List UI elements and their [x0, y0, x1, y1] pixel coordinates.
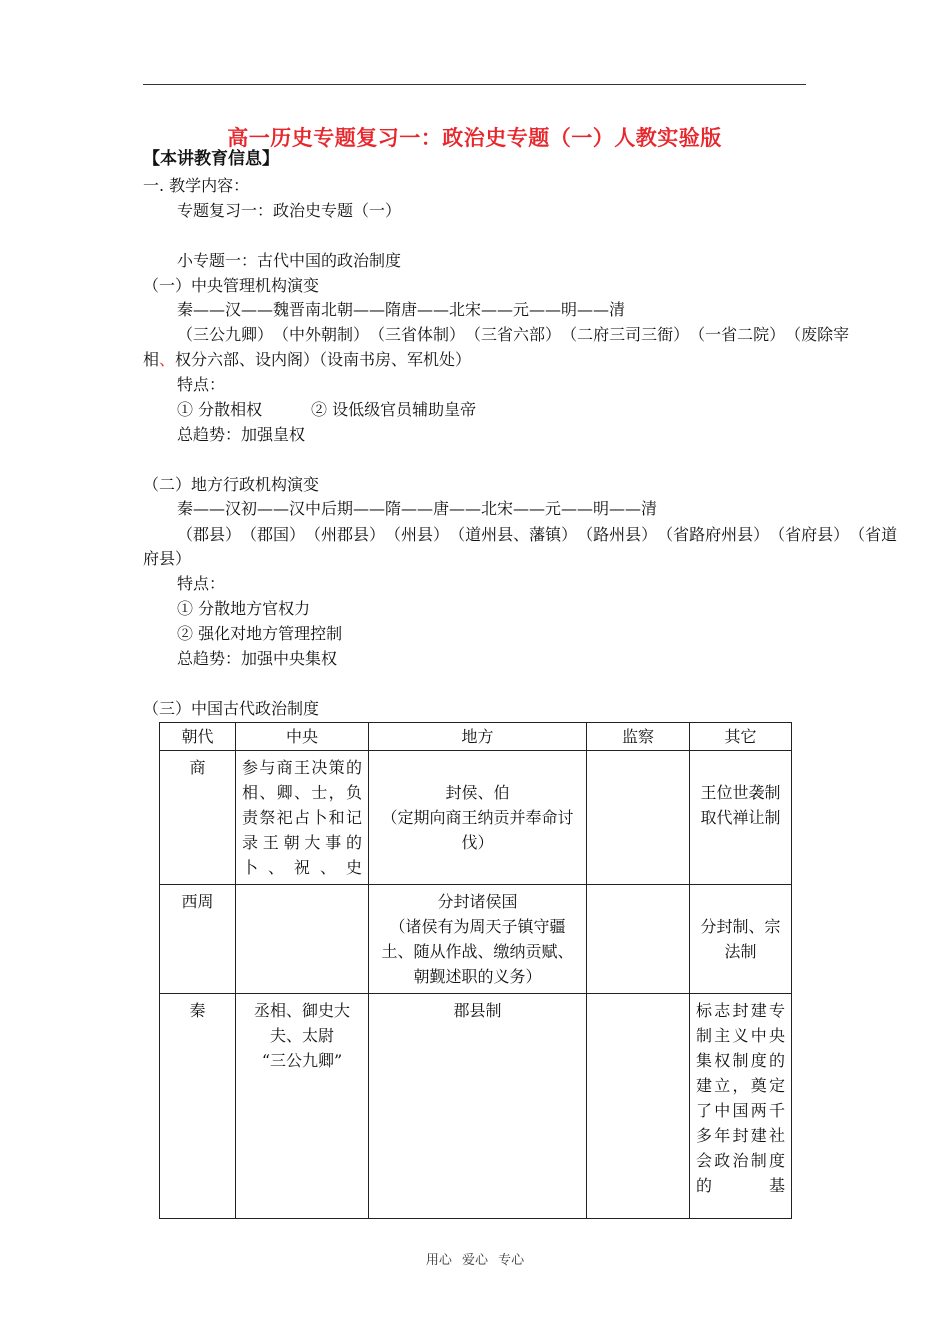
page-footer: 用心 爱心 专心 [425, 1253, 525, 1268]
cell-central-note: “三公九卿” [261, 1051, 343, 1070]
text-segment: 相 [143, 350, 160, 369]
text-segment: 权分六部、设内阁）（设南书房、军机处） [175, 350, 472, 369]
line-central-systems [177, 325, 850, 345]
trend-local: 总趋势：加强中央集权 [177, 649, 338, 668]
heading-political-systems: （三）中国古代政治制度 [143, 699, 320, 718]
local-system-item: （省府县） [769, 525, 850, 544]
table-row [160, 885, 792, 994]
cell-local-main: 郡县制 [453, 1001, 502, 1020]
feature-central-1: ① 分散相权 [177, 400, 263, 419]
cell-other: 王位世袭制取代禅让制 [690, 751, 792, 885]
line-local-systems [177, 525, 898, 545]
header-rule [143, 84, 806, 85]
central-system-item: （三公九卿） [177, 325, 274, 344]
trend-central: 总趋势：加强皇权 [177, 425, 306, 444]
cell-central-main: 丞相、御史大夫、太尉 [253, 1001, 350, 1045]
line-local-systems-cont: 府县） [143, 549, 192, 568]
local-system-item: （路州县） [577, 525, 658, 544]
page-title: 高一历史专题复习一：政治史专题（一）人教实验版 [227, 126, 722, 150]
cell-local-note: （诸侯有为周天子镇守疆土、随从作战、缴纳贡赋、朝觐述职的义务） [381, 917, 574, 986]
cell-supervision [587, 751, 690, 885]
cell-dynasty: 商 [160, 751, 236, 885]
political-systems-table [159, 722, 792, 1219]
table-row [160, 751, 792, 885]
local-system-item: （省路府州县） [657, 525, 770, 544]
cell-central: 参与商王决策的相、卿、士，负责祭祀占卜和记录王朝大事的卜、祝、史 [236, 751, 369, 885]
local-system-item: （省道 [849, 525, 898, 544]
cell-local [369, 751, 587, 885]
heading-central-admin: （一）中央管理机构演变 [143, 276, 320, 295]
header-dynasty: 朝代 [160, 723, 236, 751]
heading-local-admin: （二）地方行政机构演变 [143, 475, 320, 494]
header-supervision: 监察 [587, 723, 690, 751]
feature-local-2: ② 强化对地方管理控制 [177, 624, 343, 643]
cell-local-note: （定期向商王纳贡并奉命讨伐） [381, 808, 574, 852]
label-features-central: 特点： [177, 375, 226, 394]
central-system-item: （三省体制） [369, 325, 466, 344]
cell-other: 标志封建专制主义中央集权制度的建立，奠定了中国两千多年封建社会政治制度的基 [690, 994, 792, 1219]
cell-local [369, 994, 587, 1219]
line-dynasty-sequence-local: 秦——汉初——汉中后期——隋——唐——北宋——元——明——清 [177, 499, 658, 518]
feature-local-1: ① 分散地方官权力 [177, 599, 311, 618]
line-central-systems-cont [143, 350, 471, 370]
table-row [160, 994, 792, 1219]
cell-local-main: 封侯、伯 [445, 783, 510, 802]
line-teaching-content: 一. 教学内容： [143, 176, 250, 195]
section-header: 【本讲教育信息】 [143, 149, 279, 169]
local-system-item: （郡国） [241, 525, 306, 544]
line-subtopic: 小专题一：古代中国的政治制度 [177, 251, 402, 270]
header-local: 地方 [369, 723, 587, 751]
cell-supervision [587, 994, 690, 1219]
line-dynasty-sequence-central: 秦——汉——魏晋南北朝——隋唐——北宋——元——明——清 [177, 300, 626, 319]
cell-central [236, 994, 369, 1219]
line-topic: 专题复习一：政治史专题（一） [177, 201, 402, 220]
label-features-local: 特点： [177, 574, 226, 593]
cell-dynasty: 西周 [160, 885, 236, 994]
table-header-row [160, 723, 792, 751]
cell-other: 分封制、宗法制 [690, 885, 792, 994]
local-system-item: （州县） [385, 525, 450, 544]
feature-central-2: ② 设低级官员辅助皇帝 [311, 400, 477, 419]
header-other: 其它 [690, 723, 792, 751]
header-central: 中央 [236, 723, 369, 751]
central-system-item: （三省六部） [465, 325, 562, 344]
cell-supervision [587, 885, 690, 994]
local-system-item: （道州县、藩镇） [449, 525, 578, 544]
central-system-item: （一省二院） [689, 325, 786, 344]
cell-local-main: 分封诸侯国 [437, 892, 518, 911]
central-system-item: （废除宰 [785, 325, 850, 344]
red-comma: 、 [159, 350, 176, 369]
central-system-item: （中外朝制） [273, 325, 370, 344]
cell-central [236, 885, 369, 994]
cell-local [369, 885, 587, 994]
local-system-item: （郡县） [177, 525, 242, 544]
central-system-item: （二府三司三衙） [561, 325, 690, 344]
local-system-item: （州郡县） [305, 525, 386, 544]
cell-dynasty: 秦 [160, 994, 236, 1219]
